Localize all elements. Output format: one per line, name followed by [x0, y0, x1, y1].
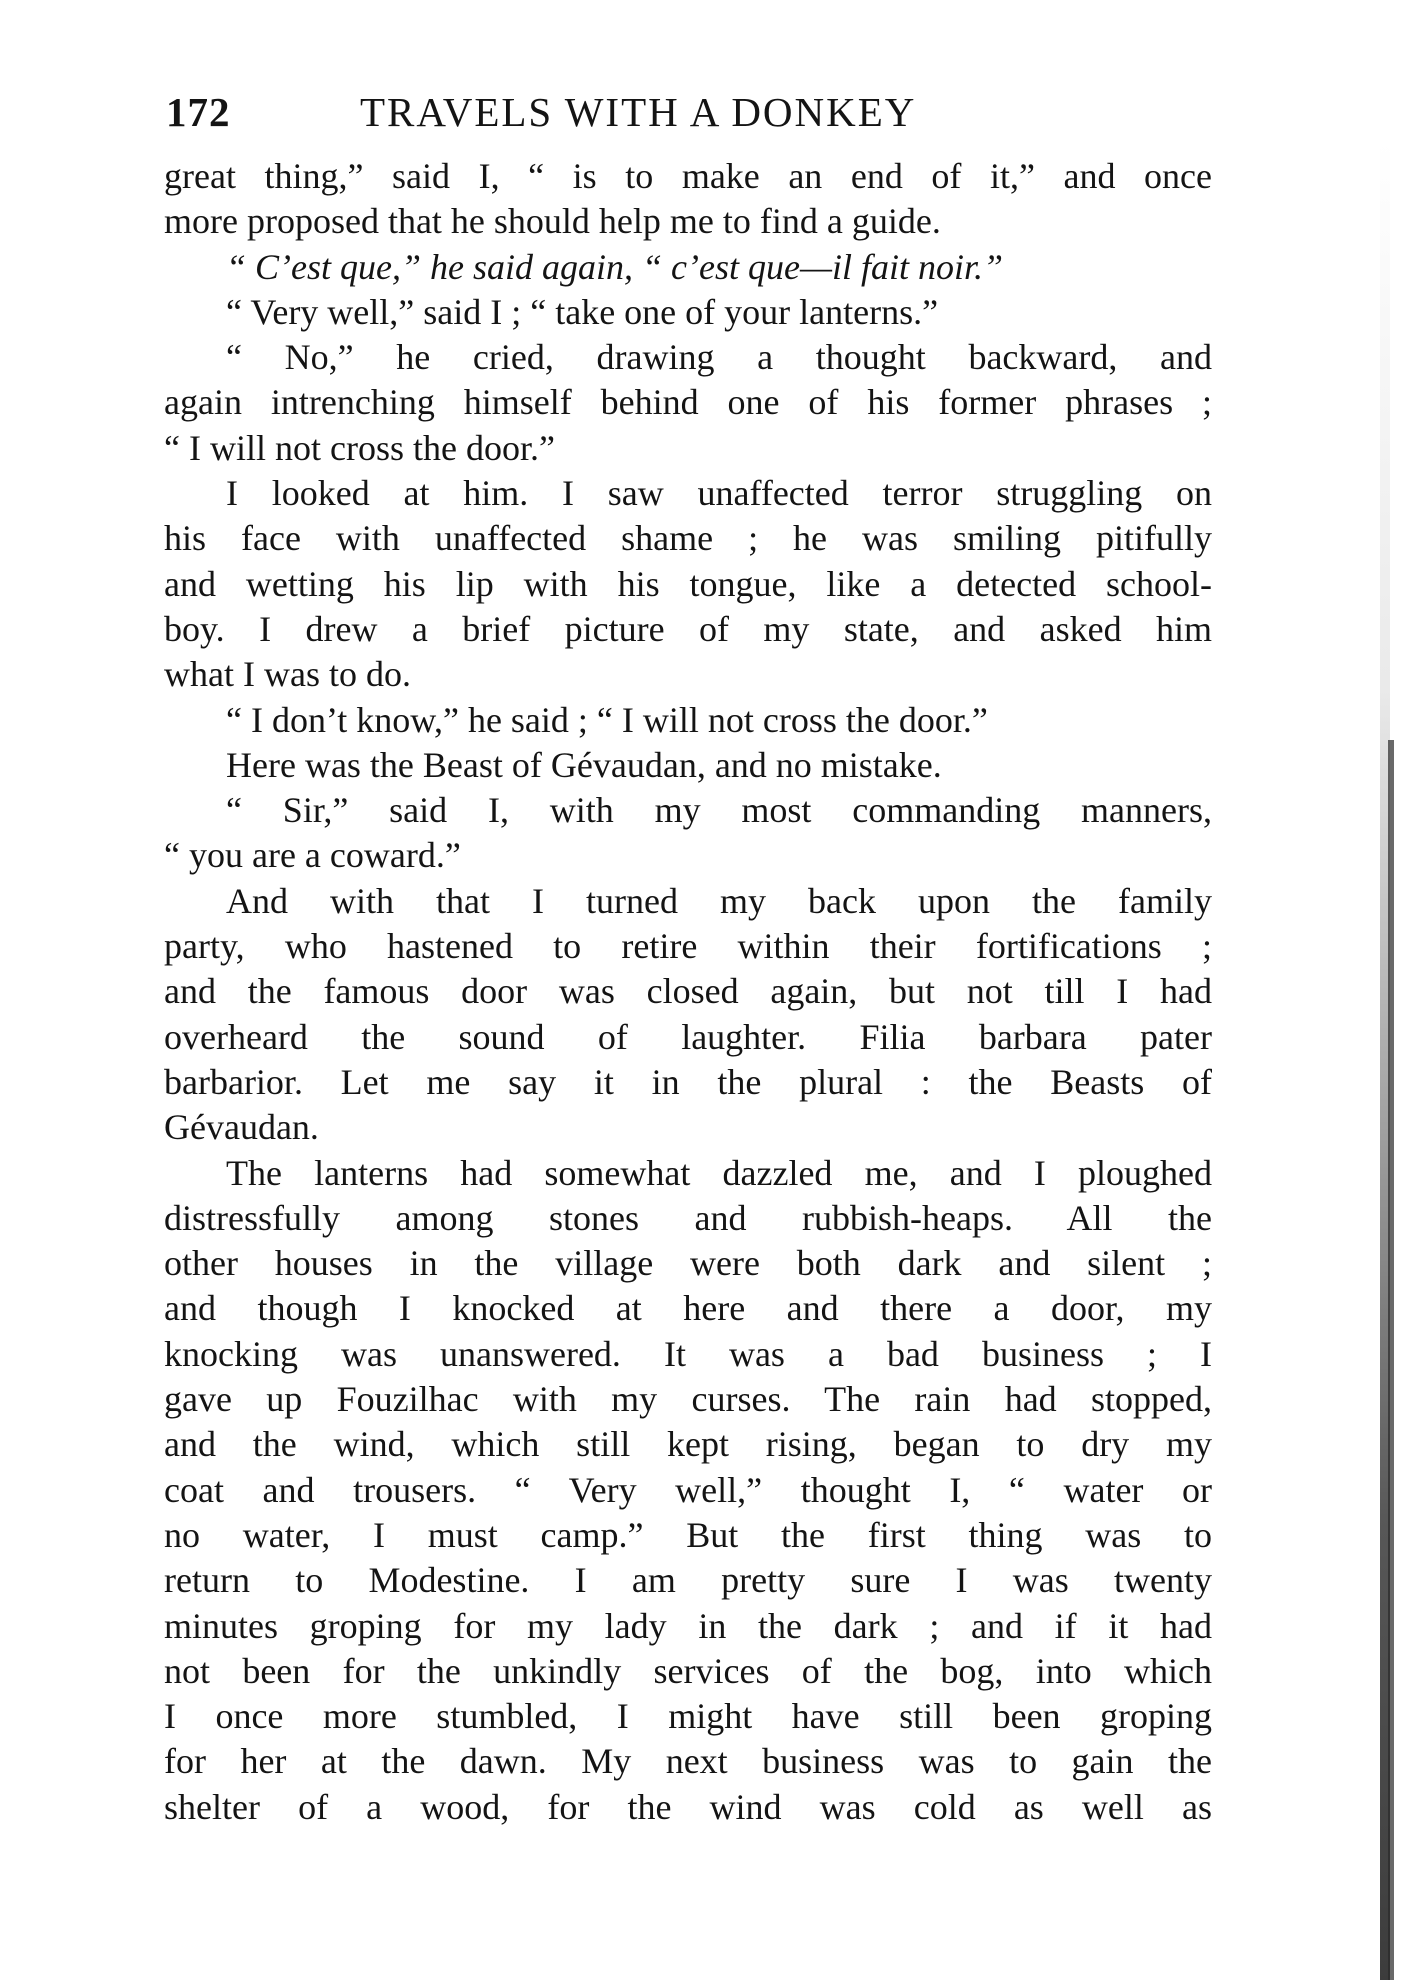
text-line: barbarior. Let me say it in the plural : the Beasts of — [164, 1061, 1212, 1102]
text-line: “ I will not cross the door.” — [164, 427, 555, 468]
text-line: gave up Fouzilhac with my curses. The rain had stopped, — [164, 1379, 1212, 1420]
text-line: his face with unaffected shame ; he was smiling pitifully — [164, 518, 1212, 559]
page-header — [166, 82, 1226, 142]
text-line: I once more stumbled, I might have still been groping — [164, 1696, 1212, 1737]
text-line: “ C’est que,” he said again, “ c’est que—il fait noir.” — [226, 246, 1004, 287]
text-line: for her at the dawn. My next business was to gain the — [164, 1741, 1212, 1782]
text-line: and wetting his lip with his tongue, like a detected school- — [164, 563, 1212, 604]
text-line: and the famous door was closed again, but not till I had — [164, 971, 1212, 1012]
text-line: “ I don’t know,” he said ; “ I will not cross the door.” — [226, 699, 988, 740]
text-line: boy. I drew a brief picture of my state, and asked him — [164, 608, 1212, 649]
running-title: TRAVELS WITH A DONKEY — [360, 89, 917, 135]
text-line: more proposed that he should help me to find a guide. — [164, 201, 941, 242]
page-number: 172 — [166, 89, 231, 135]
text-line: not been for the unkindly services of the bog, into which — [164, 1650, 1212, 1691]
text-line: I looked at him. I saw unaffected terror struggling on — [226, 473, 1212, 514]
text-line: And with that I turned my back upon the family — [226, 880, 1212, 921]
text-line: Gévaudan. — [164, 1107, 319, 1148]
text-line: “ Sir,” said I, with my most commanding manners, — [226, 790, 1212, 831]
text-line: Here was the Beast of Gévaudan, and no mistake. — [226, 744, 942, 785]
text-line: and the wind, which still kept rising, began to dry my — [164, 1424, 1212, 1465]
text-line: party, who hastened to retire within their fortifications ; — [164, 926, 1212, 967]
text-line: shelter of a wood, for the wind was cold as well as — [164, 1786, 1212, 1827]
text-line: return to Modestine. I am pretty sure I was twenty — [164, 1560, 1212, 1601]
text-line: and though I knocked at here and there a door, my — [164, 1288, 1212, 1329]
text-line: “ Very well,” said I ; “ take one of your lanterns.” — [226, 291, 939, 332]
text-line: what I was to do. — [164, 654, 411, 695]
text-line: “ No,” he cried, drawing a thought backward, and — [226, 337, 1212, 378]
text-line: “ you are a coward.” — [164, 835, 461, 876]
text-line: minutes groping for my lady in the dark ; and if it had — [164, 1605, 1212, 1646]
text-line: The lanterns had somewhat dazzled me, and I ploughed — [226, 1152, 1212, 1193]
text-line: great thing,” said I, “ is to make an end of it,” and once — [164, 156, 1212, 196]
text-line: other houses in the village were both dark and silent ; — [164, 1243, 1212, 1284]
binding-edge-shadow — [1370, 140, 1398, 1980]
body-text — [164, 154, 1212, 1830]
text-line: coat and trousers. “ Very well,” thought I, “ water or — [164, 1469, 1212, 1510]
text-line: knocking was unanswered. It was a bad business ; I — [164, 1333, 1212, 1374]
text-line: no water, I must camp.” But the first thing was to — [164, 1514, 1212, 1555]
text-line: distressfully among stones and rubbish-heaps. All the — [164, 1197, 1212, 1238]
text-line: again intrenching himself behind one of his former phrases ; — [164, 382, 1212, 423]
text-line: overheard the sound of laughter. Filia barbara pater — [164, 1016, 1212, 1057]
